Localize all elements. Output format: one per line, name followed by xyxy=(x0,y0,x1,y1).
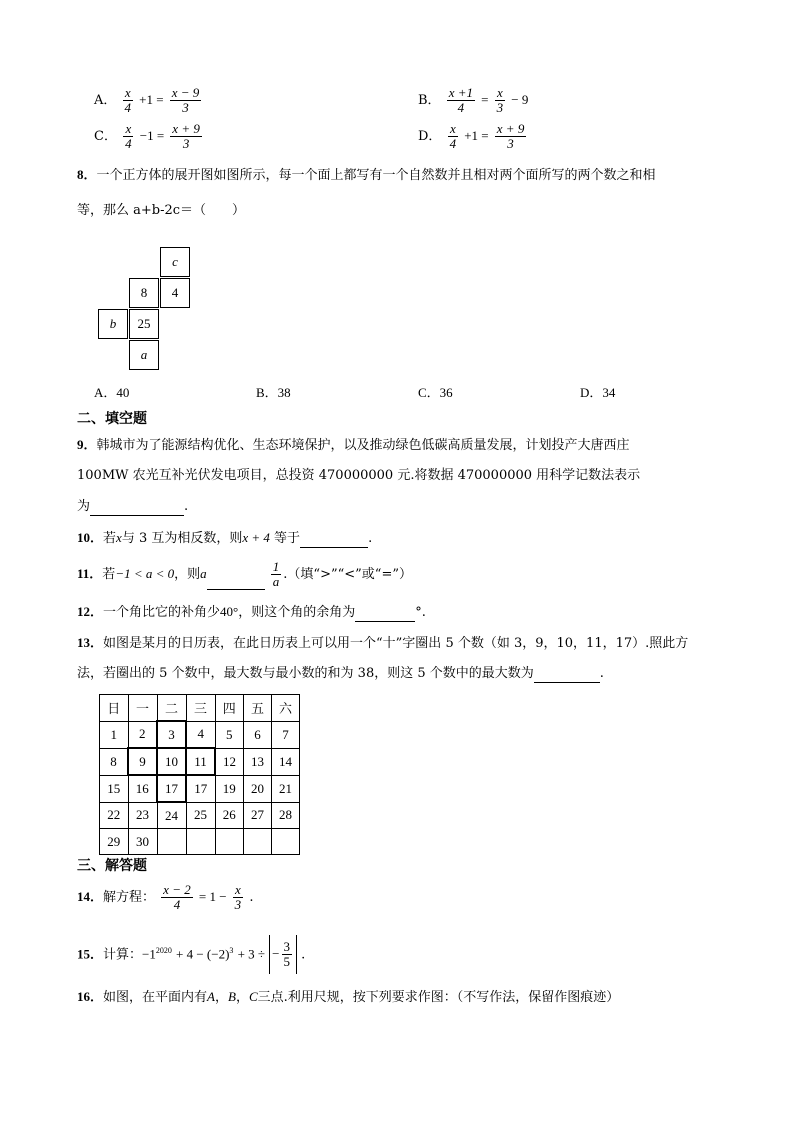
q14: 14．解方程： $\frac{x - 2}{4}$ = 1 − $\frac{x}{3}$ . xyxy=(77,882,254,912)
q7-option-a: A． $\frac{x}{4}$ +1 = $\frac{x - 9}{3}$ xyxy=(94,85,200,115)
q7-option-d: D． $\frac{x}{4}$ +1 = $\frac{x + 9}{3}$ xyxy=(418,121,525,151)
calendar-cell: 8 xyxy=(100,748,129,775)
section-answer-heading: 三、解答题 xyxy=(77,858,147,874)
cube-net xyxy=(98,247,198,372)
q8-option-d: D．34 xyxy=(580,385,616,400)
calendar-cell: 15 xyxy=(100,775,129,802)
q10-answer-blank[interactable] xyxy=(300,535,368,548)
calendar-header-cell: 六 xyxy=(272,695,300,722)
net-face-b: b xyxy=(98,309,128,339)
calendar-cell: 2 xyxy=(128,721,157,748)
calendar-cell: 7 xyxy=(272,721,300,748)
calendar-cell: 17 xyxy=(186,775,215,802)
calendar-table xyxy=(99,694,300,855)
q8-option-c: C．36 xyxy=(418,385,453,400)
calendar-cell xyxy=(215,829,244,855)
q9-answer-blank[interactable] xyxy=(90,503,184,516)
calendar-cell-circled: 9 xyxy=(128,748,157,775)
calendar-cell: 30 xyxy=(128,829,157,855)
calendar-cell: 25 xyxy=(186,802,215,829)
calendar-cell xyxy=(157,829,186,855)
calendar-cell: 26 xyxy=(215,802,244,829)
calendar-cell: 5 xyxy=(215,721,244,748)
absolute-value: − $\frac{3}{5}$ xyxy=(269,935,297,974)
calendar-cell: 12 xyxy=(215,748,244,775)
calendar-cell xyxy=(272,829,300,855)
calendar-cell-circled: 11 xyxy=(186,748,215,775)
q8-option-a: A．40 xyxy=(94,385,130,400)
calendar-header-cell: 一 xyxy=(128,695,157,722)
calendar-row xyxy=(100,721,300,748)
calendar-row xyxy=(100,775,300,802)
q7-option-c: C． $\frac{x}{4}$ −1 = $\frac{x + 9}{3}$ xyxy=(94,121,200,151)
calendar-cell: 29 xyxy=(100,829,129,855)
calendar-row xyxy=(100,748,300,775)
calendar-cell-circled: 17 xyxy=(157,775,186,802)
q7-option-b: B． $\frac{x +1}{4}$ = $\frac{x}{3}$ − 9 xyxy=(418,85,529,115)
calendar-cell: 1 xyxy=(100,721,129,748)
q13-answer-blank[interactable] xyxy=(534,670,600,683)
calendar-header-cell: 二 xyxy=(157,695,186,722)
q11-answer-blank[interactable] xyxy=(207,577,265,590)
calendar-cell: 27 xyxy=(244,802,272,829)
q12: 12．一个角比它的补角少40°，则这个角的余角为 °. xyxy=(77,604,426,620)
calendar-header-row xyxy=(100,695,300,722)
calendar-cell: 21 xyxy=(272,775,300,802)
calendar-cell: 24 xyxy=(157,802,186,829)
calendar-header-cell: 五 xyxy=(244,695,272,722)
q10: 10．若x与 3 互为相反数，则x + 4 等于 . xyxy=(77,530,373,546)
q13-line1: 13．如图是某月的日历表，在此日历表上可以用一个“十”字圈出 5 个数（如 3，9，10，11，17）.照此方 xyxy=(77,635,689,651)
net-face-c: c xyxy=(160,247,190,277)
q9-line2: 100MW 农光互补光伏发电项目，总投资 470000000 元.将数据 470000000 用科学记数法表示 xyxy=(77,468,641,483)
calendar-cell-circled: 3 xyxy=(157,721,186,748)
q16: 16．如图，在平面内有A，B，C三点.利用尺规，按下列要求作图：（不写作法，保留作图痕迹） xyxy=(77,989,620,1005)
calendar-header-cell: 四 xyxy=(215,695,244,722)
calendar-header-cell: 三 xyxy=(186,695,215,722)
calendar-cell: 16 xyxy=(128,775,157,802)
q11: 11．若−1 < a < 0，则a $\frac{1}{a}$ .（填“>”“<”或“=”） xyxy=(77,559,412,589)
calendar-cell: 19 xyxy=(215,775,244,802)
q9-line3: 为 . xyxy=(77,499,189,514)
net-face-8: 8 xyxy=(129,278,159,308)
calendar-cell: 23 xyxy=(128,802,157,829)
q8-option-b: B．38 xyxy=(256,385,291,400)
calendar-cell: 28 xyxy=(272,802,300,829)
calendar-header-cell: 日 xyxy=(100,695,129,722)
calendar-cell: 13 xyxy=(244,748,272,775)
q8-line1: 8．一个正方体的展开图如图所示，每一个面上都写有一个自然数并且相对两个面所写的两个数之和相 xyxy=(77,167,656,183)
calendar-cell: 4 xyxy=(186,721,215,748)
net-face-a: a xyxy=(129,340,159,370)
calendar-cell: 14 xyxy=(272,748,300,775)
q9-line1: 9．韩城市为了能源结构优化、生态环境保护，以及推动绿色低碳高质量发展，计划投产大唐西庄 xyxy=(77,437,630,453)
calendar-row xyxy=(100,829,300,855)
calendar-cell-circled: 10 xyxy=(157,748,186,775)
net-face-25: 25 xyxy=(129,309,159,339)
calendar-cell xyxy=(186,829,215,855)
q8-line2: 等，那么 a+b-2c＝（ ） xyxy=(77,203,246,218)
calendar-row xyxy=(100,802,300,829)
calendar-cell xyxy=(244,829,272,855)
section-fill-blank-heading: 二、填空题 xyxy=(77,411,147,427)
q15: 15．计算：$-1^{2020} + 4 - (-2)^3 + 3$ ÷ − $\frac{3}{5}$ . xyxy=(77,932,305,974)
calendar-cell: 6 xyxy=(244,721,272,748)
calendar-cell: 22 xyxy=(100,802,129,829)
calendar-cell: 20 xyxy=(244,775,272,802)
q12-answer-blank[interactable] xyxy=(355,609,415,622)
q13-line2: 法，若圈出的 5 个数中，最大数与最小数的和为 38，则这 5 个数中的最大数为 . xyxy=(77,666,604,681)
net-face-4: 4 xyxy=(160,278,190,308)
